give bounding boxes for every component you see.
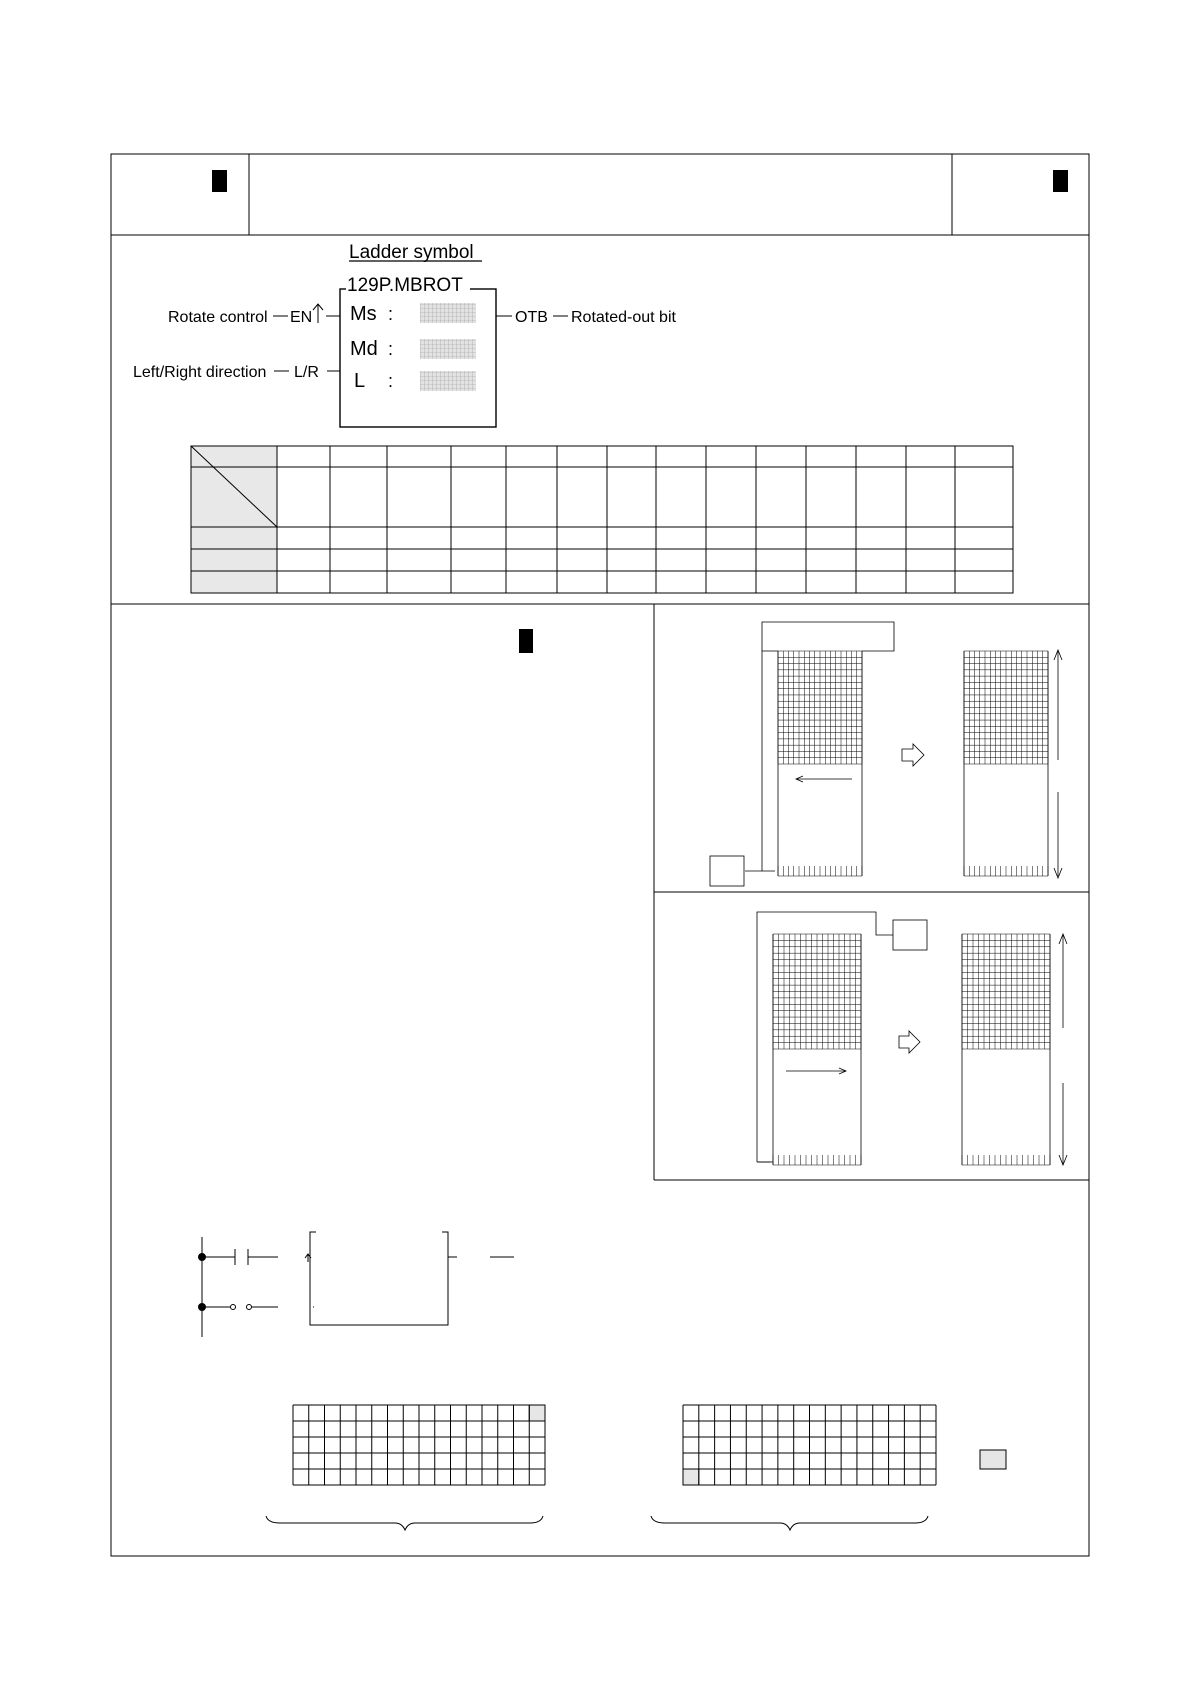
- ladder-heading: Ladder symbol: [349, 242, 474, 263]
- operand-ms: Ms: [350, 303, 377, 325]
- left-rotation-diagram: [710, 622, 1062, 886]
- example-ladder-program: [199, 1232, 515, 1337]
- carry-bit-box: [710, 856, 744, 886]
- after-data-grid: [683, 1405, 936, 1485]
- transition-arrow-icon: [902, 744, 924, 766]
- legend-box: [980, 1450, 1006, 1469]
- en-label: EN: [290, 309, 313, 326]
- header-marker-left: [212, 170, 227, 192]
- lr-label: L/R: [294, 364, 319, 381]
- before-data-grid: [293, 1405, 545, 1485]
- brace-right: [651, 1516, 928, 1530]
- right-arrow-icon: [786, 1068, 846, 1074]
- operand-ms-field: [420, 303, 476, 323]
- en-description: Rotate control: [168, 309, 268, 326]
- operand-md-colon: :: [388, 339, 394, 359]
- result-register-grid: [962, 934, 1050, 1165]
- result-register-grid: [964, 651, 1048, 876]
- instruction-name: 129P.MBROT: [347, 275, 463, 296]
- right-rotation-diagram: [757, 912, 1067, 1165]
- example-data-tables: [266, 1405, 1006, 1530]
- operand-md: Md: [350, 338, 378, 360]
- brace-left: [266, 1516, 543, 1530]
- output-label: OTB: [515, 309, 548, 326]
- carry-bit-box: [893, 920, 927, 950]
- source-register-grid: [773, 934, 861, 1165]
- operand-l: L: [354, 370, 366, 392]
- source-register-grid: [778, 651, 862, 876]
- operand-ms-colon: :: [388, 304, 394, 324]
- output-description: Rotated-out bit: [571, 309, 676, 326]
- operand-table: [191, 446, 1013, 593]
- transition-arrow-icon: [899, 1031, 920, 1053]
- operand-l-field: [420, 371, 476, 391]
- operand-md-field: [420, 339, 476, 359]
- section-marker: [519, 629, 533, 653]
- ladder-symbol: [133, 242, 677, 427]
- left-arrow-icon: [796, 776, 852, 782]
- operand-l-colon: :: [388, 371, 394, 391]
- lr-description: Left/Right direction: [133, 364, 267, 381]
- rising-edge-icon: [313, 304, 323, 323]
- header-marker-right: [1053, 170, 1068, 192]
